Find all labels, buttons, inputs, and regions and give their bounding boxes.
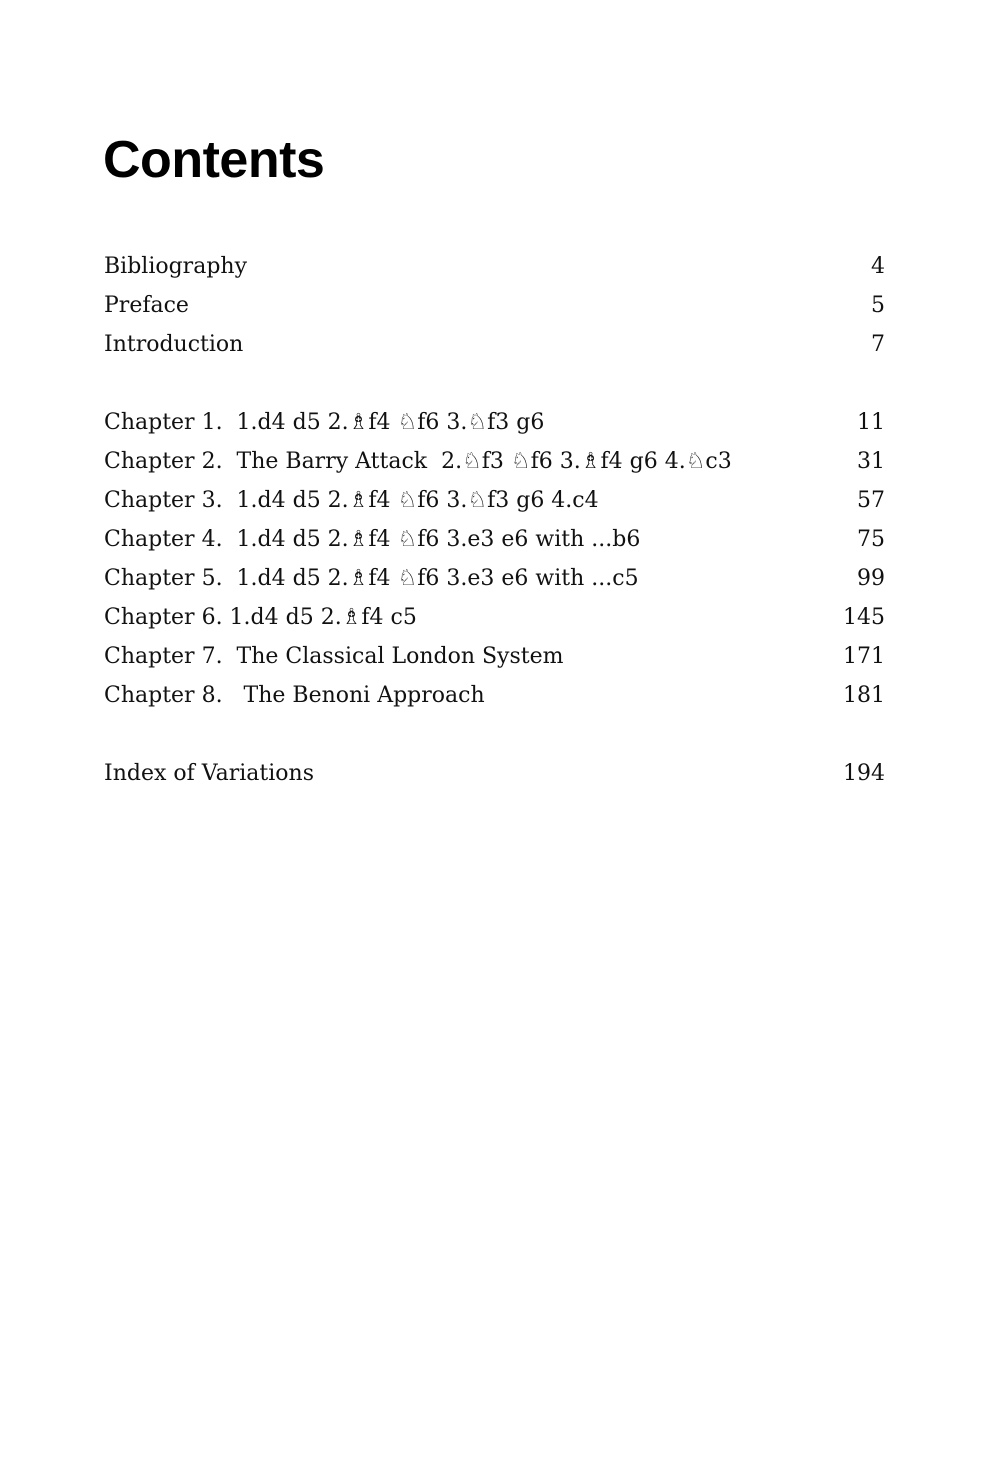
toc-entry-label: Chapter 4. 1.d4 d5 2.♗f4 ♘f6 3.e3 e6 with ...b6 [104,527,641,552]
toc-entry-chapter-3[interactable] [104,481,885,520]
back-matter-group [104,754,885,793]
toc-entry-page-number: 181 [843,683,885,708]
toc-entry-chapter-2[interactable] [104,442,885,481]
toc-entry-label: Index of Variations [104,761,314,786]
toc-entry-page-number: 145 [843,605,885,630]
toc-entry-chapter-4[interactable] [104,520,885,559]
toc-entry-page-number: 7 [871,332,885,357]
toc-entry-bibliography[interactable] [104,247,885,286]
toc-entry-label: Chapter 3. 1.d4 d5 2.♗f4 ♘f6 3.♘f3 g6 4.c4 [104,488,599,513]
toc-entry-chapter-1[interactable] [104,403,885,442]
toc-entry-page-number: 75 [857,527,885,552]
toc-entry-page-number: 57 [857,488,885,513]
toc-entry-label: Preface [104,293,189,318]
chapters-group [104,403,885,715]
toc-entry-chapter-6[interactable] [104,598,885,637]
toc-entry-label: Chapter 8. The Benoni Approach [104,683,485,708]
toc-entry-chapter-5[interactable] [104,559,885,598]
toc-entry-page-number: 5 [871,293,885,318]
table-of-contents [104,247,885,832]
toc-entry-label: Chapter 1. 1.d4 d5 2.♗f4 ♘f6 3.♘f3 g6 [104,410,545,435]
toc-entry-label: Introduction [104,332,244,357]
toc-entry-chapter-8[interactable] [104,676,885,715]
toc-entry-page-number: 31 [857,449,885,474]
toc-entry-chapter-7[interactable] [104,637,885,676]
toc-entry-label: Chapter 5. 1.d4 d5 2.♗f4 ♘f6 3.e3 e6 with ...c5 [104,566,639,591]
toc-entry-page-number: 171 [843,644,885,669]
toc-entry-label: Chapter 7. The Classical London System [104,644,564,669]
toc-entry-introduction[interactable] [104,325,885,364]
toc-entry-page-number: 11 [857,410,885,435]
toc-entry-label: Chapter 2. The Barry Attack 2.♘f3 ♘f6 3.♗f4 g6 4.♘c3 [104,449,732,474]
toc-entry-label: Chapter 6. 1.d4 d5 2.♗f4 c5 [104,605,417,630]
page-title: Contents [103,131,325,189]
toc-entry-index-of-variations[interactable] [104,754,885,793]
toc-entry-page-number: 194 [843,761,885,786]
toc-entry-page-number: 99 [857,566,885,591]
toc-entry-preface[interactable] [104,286,885,325]
toc-entry-label: Bibliography [104,254,247,279]
toc-entry-page-number: 4 [871,254,885,279]
front-matter-group [104,247,885,364]
